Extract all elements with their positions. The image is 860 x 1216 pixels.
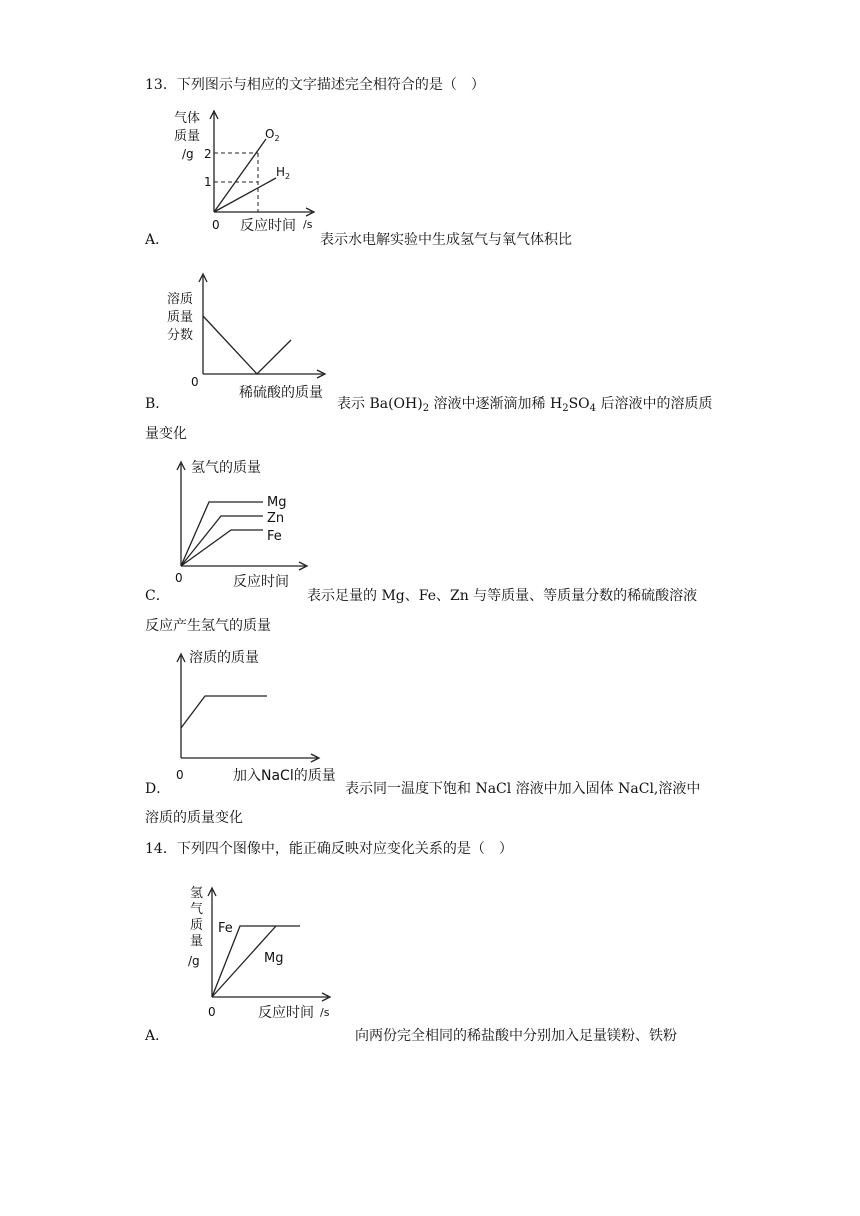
- x-axis-label: 反应时间: [240, 218, 296, 234]
- series-mg-label: Mg: [264, 951, 284, 966]
- question-14-stem: 14．下列四个图像中，能正确反映对应变化关系的是（ ）: [145, 841, 513, 857]
- y-label-line-1: 气体: [174, 111, 201, 126]
- y-label-char-4: 量: [190, 934, 204, 949]
- y-label-char-2: 气: [190, 902, 204, 917]
- series-o2-label: $O_2$: [265, 127, 280, 143]
- option-13c-letter: C．: [145, 588, 170, 604]
- option-13c-text-continued: 反应产生氢气的质量: [145, 618, 271, 634]
- y-label-line-2: 质量: [167, 310, 194, 325]
- series-line: [181, 696, 267, 728]
- option-13d-letter: D．: [145, 781, 171, 797]
- chart-13d: [165, 644, 350, 789]
- y-label-line-1: 溶质: [167, 292, 194, 307]
- y-axis-label: 溶质的质量: [189, 650, 259, 666]
- chart-13c: [165, 452, 315, 592]
- x-axis-label: 反应时间: [233, 574, 289, 590]
- chart-14a: [182, 880, 342, 1025]
- y-label-char-1: 氢: [190, 886, 204, 901]
- x-axis-label: 加入NaCl的质量: [233, 768, 336, 784]
- option-14a-letter: A．: [145, 1028, 170, 1044]
- x-axis-unit: /s: [320, 1006, 330, 1019]
- series-h2-line: [214, 178, 276, 212]
- y-label-line-3: /g: [182, 147, 194, 161]
- series-fe-line: [212, 926, 300, 997]
- option-13c-text: 表示足量的 Mg、Fe、Zn 与等质量、等质量分数的稀硫酸溶液: [307, 588, 698, 604]
- origin-label: 0: [175, 571, 183, 585]
- series-fe-label: Fe: [218, 921, 233, 936]
- option-13a-letter: A．: [145, 232, 170, 248]
- series-mg-label: Mg: [267, 495, 287, 510]
- chart-13b: [165, 268, 345, 408]
- origin-label: 0: [212, 218, 220, 232]
- y-tick-1: 1: [204, 175, 212, 189]
- y-label-char-3: 质: [190, 918, 204, 933]
- y-label-unit: /g: [188, 954, 200, 968]
- origin-label: 0: [176, 768, 184, 782]
- option-13d-text-continued: 溶质的质量变化: [145, 810, 243, 826]
- option-13b-text: 表示 $Ba(OH)_2$ 溶液中逐渐滴加稀 $H_2SO_4$ 后溶液中的溶质质: [337, 396, 713, 414]
- option-13d-text: 表示同一温度下饱和 NaCl 溶液中加入固体 NaCl,溶液中: [345, 781, 701, 797]
- origin-label: 0: [208, 1005, 216, 1019]
- question-13-stem: 13．下列图示与相应的文字描述完全相符合的是（ ）: [145, 77, 485, 93]
- chart-13a: [170, 105, 330, 235]
- option-13b-text-continued: 量变化: [145, 426, 187, 442]
- option-13a-text: 表示水电解实验中生成氢气与氧气体积比: [320, 232, 572, 248]
- y-axis-label: 氢气的质量: [191, 460, 261, 476]
- option-13b-letter: B．: [145, 396, 170, 412]
- series-fe-label: Fe: [267, 529, 282, 544]
- series-line: [203, 316, 291, 374]
- x-axis-label: 反应时间: [258, 1005, 314, 1021]
- x-axis-label: 稀硫酸的质量: [239, 385, 323, 401]
- series-zn-label: Zn: [267, 511, 285, 526]
- option-14a-text: 向两份完全相同的稀盐酸中分别加入足量镁粉、铁粉: [355, 1028, 677, 1044]
- x-axis-unit: /s: [303, 218, 313, 231]
- series-h2-label: $H_2$: [276, 165, 291, 181]
- y-label-line-3: 分数: [167, 328, 194, 343]
- y-tick-2: 2: [204, 147, 212, 161]
- origin-label: 0: [191, 375, 199, 389]
- y-label-line-2: 质量: [174, 129, 201, 144]
- series-zn-line: [181, 516, 263, 566]
- series-fe-line: [181, 530, 263, 566]
